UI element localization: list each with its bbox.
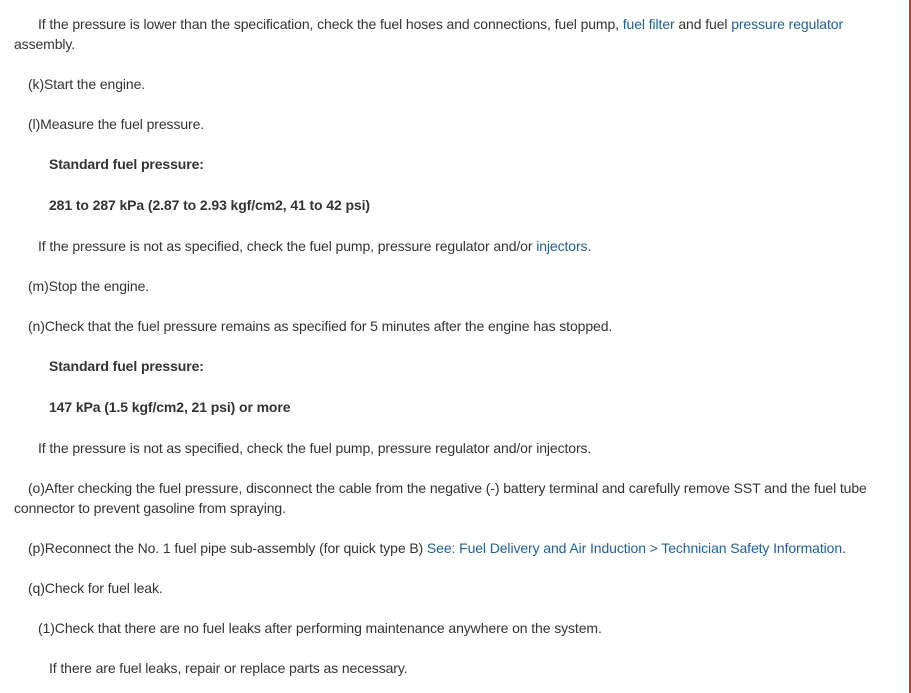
- note-1: [14, 236, 591, 256]
- spec-1-value: 281 to 287 kPa (2.87 to 2.93 kgf/cm2, 41 to 42 psi): [49, 197, 370, 213]
- safety-info-link[interactable]: See: Fuel Delivery and Air Induction > Technician Safety Information: [426, 540, 843, 556]
- intro-text-2: and fuel: [674, 16, 732, 32]
- note-1-end: .: [587, 238, 592, 254]
- step-m: (m)Stop the engine.: [28, 278, 150, 294]
- note-2: If the pressure is not as specified, check the fuel pump, pressure regulator and/or injectors.: [38, 440, 592, 456]
- step-p: [14, 538, 846, 558]
- intro-text-3: assembly.: [14, 36, 76, 52]
- step-o: (o)After checking the fuel pressure, disconnect the cable from the negative (-) battery terminal and carefully remove SST and the fuel tube connector to prevent gasoline from spraying.: [14, 480, 867, 516]
- injectors-link[interactable]: injectors: [536, 238, 588, 254]
- step-p-end: .: [842, 540, 846, 556]
- intro-paragraph: [14, 14, 894, 54]
- spec-2-label: Standard fuel pressure:: [49, 358, 204, 374]
- step-q: (q)Check for fuel leak.: [28, 580, 163, 596]
- step-n: (n)Check that the fuel pressure remains as specified for 5 minutes after the engine has stopped.: [28, 318, 613, 334]
- step-p-text: (p)Reconnect the No. 1 fuel pipe sub-assembly (for quick type B): [28, 540, 427, 556]
- step-q1: (1)Check that there are no fuel leaks after performing maintenance anywhere on the system.: [38, 620, 602, 636]
- fuel-filter-link[interactable]: fuel filter: [622, 16, 675, 32]
- pressure-regulator-link[interactable]: pressure regulator: [731, 16, 844, 32]
- spec-2-value: 147 kPa (1.5 kgf/cm2, 21 psi) or more: [49, 399, 291, 415]
- note-1-text: If the pressure is not as specified, check the fuel pump, pressure regulator and/or: [38, 238, 537, 254]
- spec-1-label: Standard fuel pressure:: [49, 156, 204, 172]
- step-q1-note: If there are fuel leaks, repair or replace parts as necessary.: [49, 660, 408, 676]
- intro-text-1: If the pressure is lower than the specification, check the fuel hoses and connections, fuel pump,: [38, 16, 623, 32]
- step-l: (l)Measure the fuel pressure.: [28, 116, 205, 132]
- step-k: (k)Start the engine.: [28, 76, 146, 92]
